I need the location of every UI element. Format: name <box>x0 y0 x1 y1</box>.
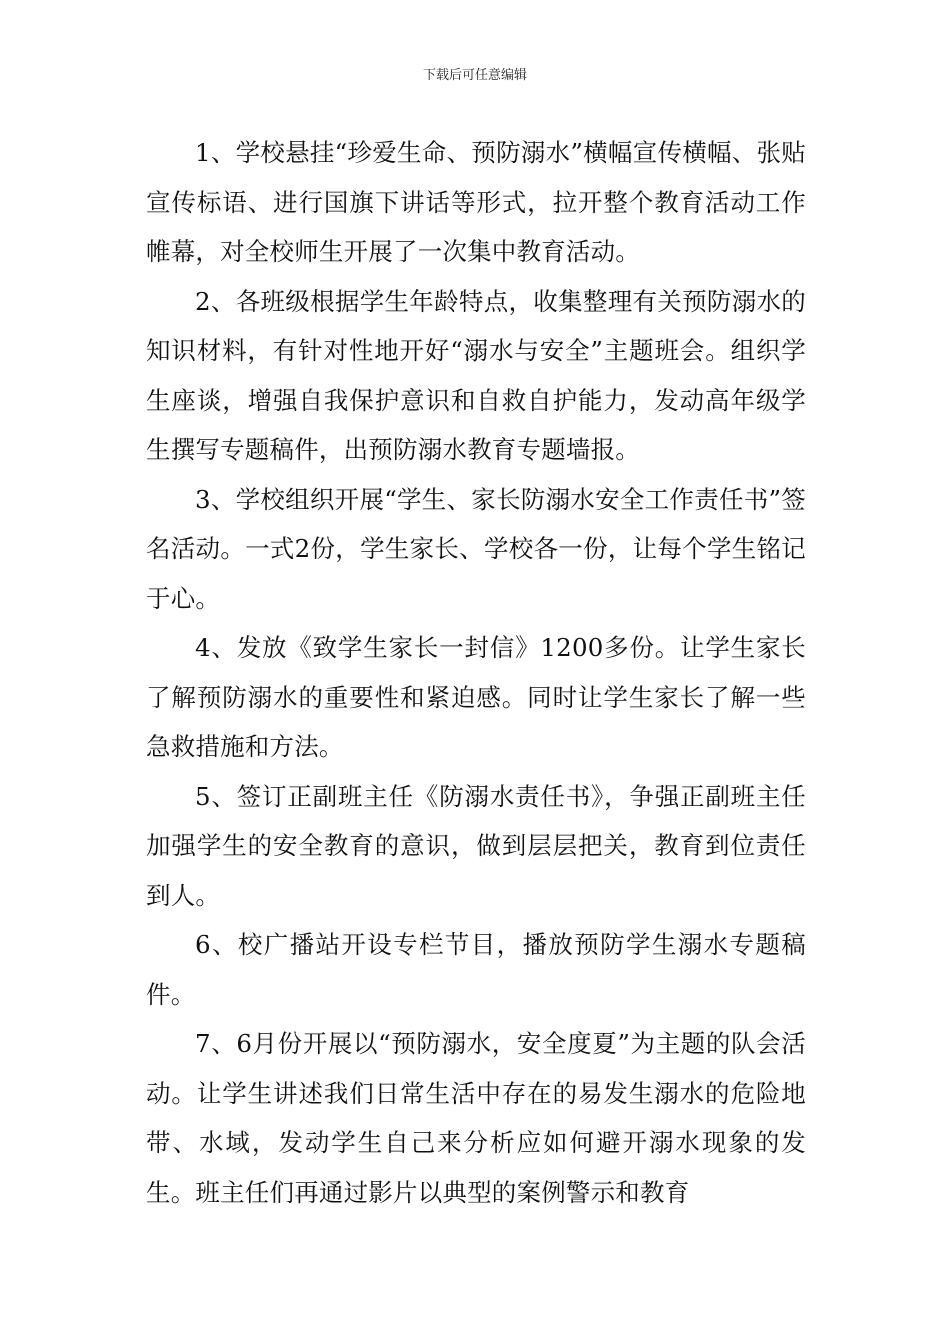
paragraph-2: 2、各班级根据学生年龄特点，收集整理有关预防溺水的知识材料，有针对性地开好“溺水与安全”主题班会。组织学生座谈，增强自我保护意识和自救自护能力，发动高年级学生撰写专题稿件，出预防溺水教育专题墙报。 <box>146 286 806 464</box>
paragraph-5: 5、签订正副班主任《防溺水责任书》，争强正副班主任加强学生的安全教育的意识，做到层层把关，教育到位责任到人。 <box>146 781 806 910</box>
page-header: 下载后可任意编辑 <box>422 68 527 83</box>
paragraph-7: 7、6月份开展以“预防溺水，安全度夏”为主题的队会活动。让学生讲述我们日常生活中存在的易发生溺水的危险地带、水域，发动学生自己来分析应如何避开溺水现象的发生。班主任们再通过影片以典型的案例警示和教育 <box>146 1029 806 1207</box>
paragraph-3: 3、学校组织开展“学生、家长防溺水安全工作责任书”签名活动。一式2份，学生家长、学校各一份，让每个学生铭记于心。 <box>146 484 806 613</box>
paragraph-1: 1、学校悬挂“珍爱生命、预防溺水”横幅宣传横幅、张贴宣传标语、进行国旗下讲话等形式，拉开整个教育活动工作帷幕，对全校师生开展了一次集中教育活动。 <box>146 138 806 266</box>
document-body <box>146 128 806 1217</box>
paragraph-6: 6、校广播站开设专栏节目，播放预防学生溺水专题稿件。 <box>146 930 806 1009</box>
paragraph-4: 4、发放《致学生家长一封信》1200多份。让学生家长了解预防溺水的重要性和紧迫感。同时让学生家长了解一些急救措施和方法。 <box>146 633 806 761</box>
